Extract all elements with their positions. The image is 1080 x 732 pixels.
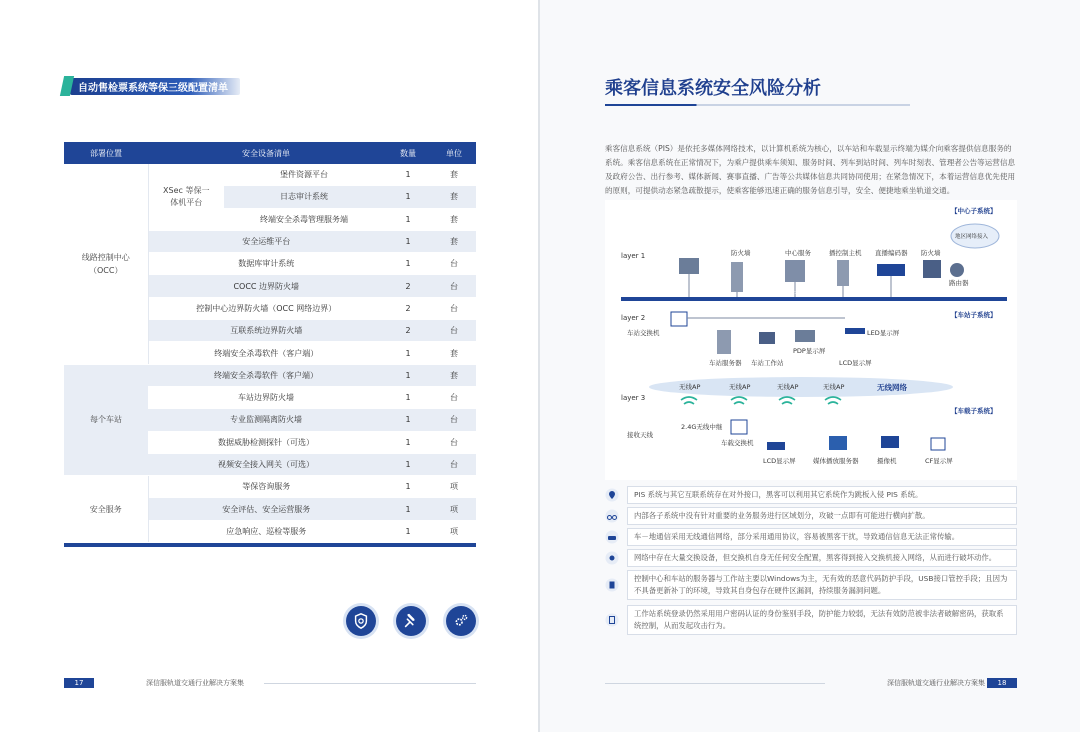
server-rack-icon xyxy=(785,260,805,282)
node-label: 地区网络接入 xyxy=(955,234,989,240)
qty-cell: 1 xyxy=(384,164,432,186)
server-icon xyxy=(731,262,743,292)
item-cell: 数据威胁检测探针（可选） xyxy=(148,431,384,453)
node-label: PDP显示屏 xyxy=(793,347,826,355)
backbone-label: 骨干网 IP 网 xyxy=(785,292,816,298)
qty-cell: 1 xyxy=(384,520,432,542)
unit-cell: 台 xyxy=(432,453,476,475)
qty-cell: 1 xyxy=(384,453,432,475)
car-icon xyxy=(605,530,619,544)
table-bottom-rule xyxy=(64,543,476,548)
column-header: 部署位置 xyxy=(64,142,148,164)
footer-rule xyxy=(264,683,476,684)
layer-label: layer 2 xyxy=(621,314,646,322)
node-label: 车站交换机 xyxy=(627,329,660,337)
node-label: 中心服务 xyxy=(785,249,811,257)
firewall-icon xyxy=(923,260,941,278)
router-icon xyxy=(950,263,964,277)
node-label: 路由器 xyxy=(949,279,969,287)
location-cell: 线路控制中心（OCC） xyxy=(64,164,148,364)
node-label: 摄像机 xyxy=(877,457,897,465)
unit-cell: 项 xyxy=(432,520,476,542)
node-label: 无线AP xyxy=(777,383,799,391)
section-header xyxy=(62,76,240,96)
risk-text: 内部各子系统中没有针对重要的业务服务进行区域划分，攻破一点即有可能进行横向扩散。 xyxy=(627,507,1017,525)
camera-icon xyxy=(881,436,899,448)
node-label: 直播编码器 xyxy=(875,249,908,257)
item-cell: 车站边界防火墙 xyxy=(148,386,384,408)
item-cell: 安全运维平台 xyxy=(148,230,384,252)
unit-cell: 项 xyxy=(432,498,476,520)
table-row xyxy=(64,364,476,386)
cf-display-icon xyxy=(931,438,945,450)
node-label: 车站工作站 xyxy=(751,359,784,367)
encoder-icon xyxy=(877,264,905,276)
risk-item xyxy=(605,528,1017,546)
node-label: LCD显示屏 xyxy=(839,359,872,367)
qty-cell: 2 xyxy=(384,275,432,297)
risk-text: PIS 系统与其它互联系统存在对外接口，黑客可以利用其它系统作为跳板入侵 PIS 系统。 xyxy=(627,486,1017,504)
node-label: 车站服务器 xyxy=(709,359,742,367)
unit-cell: 项 xyxy=(432,476,476,498)
unit-cell: 套 xyxy=(432,342,476,364)
item-cell: 等保咨询服务 xyxy=(148,476,384,498)
node-label: 2.4G无线中继 xyxy=(681,423,723,431)
pin-icon xyxy=(396,606,426,636)
qty-cell: 1 xyxy=(384,409,432,431)
item-cell: 应急响应、巡检等服务 xyxy=(148,520,384,542)
unit-cell: 套 xyxy=(432,164,476,186)
qty-cell: 1 xyxy=(384,431,432,453)
qty-cell: 2 xyxy=(384,297,432,319)
equipment-table xyxy=(64,142,476,548)
risk-item xyxy=(605,605,1017,635)
unit-cell: 台 xyxy=(432,386,476,408)
item-cell: 终端安全杀毒软件（客户端） xyxy=(148,364,384,386)
qty-cell: 1 xyxy=(384,498,432,520)
table-row xyxy=(64,476,476,498)
subgroup-cell: XSec 等保一体机平台 xyxy=(148,164,224,230)
risk-text: 控制中心和车站的服务器与工作站主要以Windows为主，无有效的恶意代码防护手段，USB接口管控手段；且因为不具备更新补丁的环境，导致其自身包存在硬件区漏洞，持续服务漏洞问题。 xyxy=(627,570,1017,600)
location-cell: 每个车站 xyxy=(64,364,148,475)
unit-cell: 台 xyxy=(432,275,476,297)
node-label: LED显示屏 xyxy=(867,329,900,337)
risk-text: 车－地通信采用无线通信网络，部分采用通用协议，容易被黑客干扰，导致通信信息无法正常传输。 xyxy=(627,528,1017,546)
item-cell: 视频安全接入网关（可选） xyxy=(148,453,384,475)
node-label: 防火墙 xyxy=(921,249,941,257)
node-label: 防火墙 xyxy=(731,249,751,257)
node-label: CF显示屏 xyxy=(925,457,953,465)
node-label: 媒体播放服务器 xyxy=(813,457,859,465)
risk-text: 工作站系统登录仍然采用用户密码认证的身份鉴别手段，防护能力较弱，无法有效防范被非法者破解密码，获取系统控制，从而发起攻击行为。 xyxy=(627,605,1017,635)
unit-cell: 套 xyxy=(432,364,476,386)
node-label: 无线AP xyxy=(823,383,845,391)
location-cell: 安全服务 xyxy=(64,476,148,543)
risk-item xyxy=(605,486,1017,504)
item-cell: COCC 边界防火墙 xyxy=(148,275,384,297)
qty-cell: 1 xyxy=(384,186,432,208)
item-cell: 控制中心边界防火墙（OCC 网络边界） xyxy=(148,297,384,319)
qty-cell: 1 xyxy=(384,230,432,252)
network-icon xyxy=(605,551,619,565)
left-page xyxy=(0,0,538,732)
qty-cell: 1 xyxy=(384,476,432,498)
switch-icon xyxy=(731,420,747,434)
section-label: 【车载子系统】 xyxy=(951,407,997,415)
item-cell: 日志审计系统 xyxy=(224,186,384,208)
workstation-icon xyxy=(759,332,775,344)
diagram-graphics xyxy=(605,200,1017,480)
left-footer xyxy=(64,678,476,688)
qty-cell: 1 xyxy=(384,386,432,408)
column-header: 安全设备清单 xyxy=(148,142,384,164)
footer-rule xyxy=(605,683,825,684)
right-footer xyxy=(605,678,1017,688)
item-cell: 互联系统边界防火墙 xyxy=(148,320,384,342)
unit-cell: 台 xyxy=(432,431,476,453)
intro-paragraph: 乘客信息系统（PIS）是依托多媒体网络技术，以计算机系统为核心，以车站和车载显示终端为媒介向乘客提供信息服务的系统。乘客信息系统在正常情况下，为乘户提供乘车须知、服务时间、列车到站时间、列车时刻表、管理者公告等运营信息及政府公告、出行参考、媒体新闻、赛事直播、广告等公共媒体信息共同协同使用；在紧急情况下，本着运营信息优先使用的原则，可提供动态紧急疏散提示，使乘客能够迅速正确的服务信息引导，安全、便捷地乘坐轨道交通。 xyxy=(605,144,1016,195)
bike-icon xyxy=(605,509,619,523)
item-cell: 专业监测隔离防火墙 xyxy=(148,409,384,431)
section-label: 【中心子系统】 xyxy=(951,207,997,215)
risk-item xyxy=(605,570,1017,600)
node-label: 无线AP xyxy=(729,383,751,391)
column-header: 单位 xyxy=(432,142,476,164)
qty-cell: 1 xyxy=(384,364,432,386)
layer-label: layer 3 xyxy=(621,394,646,402)
section-label: 【车站子系统】 xyxy=(951,311,997,319)
server-icon xyxy=(837,260,849,286)
footer-text: 深信服轨道交通行业解决方案集 xyxy=(146,679,244,687)
node-label: 接收天线 xyxy=(627,431,653,439)
risk-item xyxy=(605,507,1017,525)
item-cell: 堡件资源平台 xyxy=(224,164,384,186)
risk-item xyxy=(605,549,1017,567)
media-server-icon xyxy=(829,436,847,450)
risk-text: 网络中存在大量交换设备，但交换机自身无任何安全配置，黑客得到接入交换机接入网络，从而进行破坏动作。 xyxy=(627,549,1017,567)
page-number: 18 xyxy=(987,678,1017,688)
qty-cell: 2 xyxy=(384,320,432,342)
node-label: 无线AP xyxy=(679,383,701,391)
table-row xyxy=(64,164,476,186)
qty-cell: 1 xyxy=(384,208,432,230)
section-header-title: 自动售检票系统等保三级配置清单 xyxy=(78,83,228,94)
unit-cell: 台 xyxy=(432,253,476,275)
pdp-display-icon xyxy=(795,330,815,342)
qty-cell: 1 xyxy=(384,342,432,364)
node-label: LCD显示屏 xyxy=(763,457,796,465)
unit-cell: 套 xyxy=(432,230,476,252)
footer-text: 深信服轨道交通行业解决方案集 xyxy=(887,679,985,687)
page-number: 17 xyxy=(64,678,94,688)
item-cell: 终端安全杀毒软件（客户端） xyxy=(148,342,384,364)
lcd-display-icon xyxy=(767,442,785,450)
shield-gear-icon xyxy=(346,606,376,636)
qty-cell: 1 xyxy=(384,253,432,275)
location-pin-icon xyxy=(605,488,619,502)
wireless-label: 无线网络 xyxy=(877,383,907,392)
led-display-icon xyxy=(845,328,865,334)
column-header: 数量 xyxy=(384,142,432,164)
gears-icon xyxy=(446,606,476,636)
layer-label: layer 1 xyxy=(621,252,646,260)
item-cell: 安全评估、安全运营服务 xyxy=(148,498,384,520)
server-warning-icon xyxy=(605,578,619,592)
server-icon xyxy=(679,258,699,274)
node-label: 车载交换机 xyxy=(721,439,754,447)
table-header-row xyxy=(64,142,476,164)
switch-icon xyxy=(671,312,687,326)
page-title: 乘客信息系统安全风险分析 xyxy=(605,78,821,99)
unit-cell: 台 xyxy=(432,320,476,342)
unit-cell: 台 xyxy=(432,297,476,319)
node-label: 播控制主机 xyxy=(829,249,862,257)
unit-cell: 套 xyxy=(432,186,476,208)
pis-architecture-diagram xyxy=(605,200,1017,480)
unit-cell: 台 xyxy=(432,409,476,431)
server-icon xyxy=(717,330,731,354)
title-underline xyxy=(605,104,910,106)
unit-cell: 套 xyxy=(432,208,476,230)
item-cell: 数据库审计系统 xyxy=(148,253,384,275)
item-cell: 终端安全杀毒管理服务端 xyxy=(224,208,384,230)
document-icon xyxy=(605,613,619,627)
